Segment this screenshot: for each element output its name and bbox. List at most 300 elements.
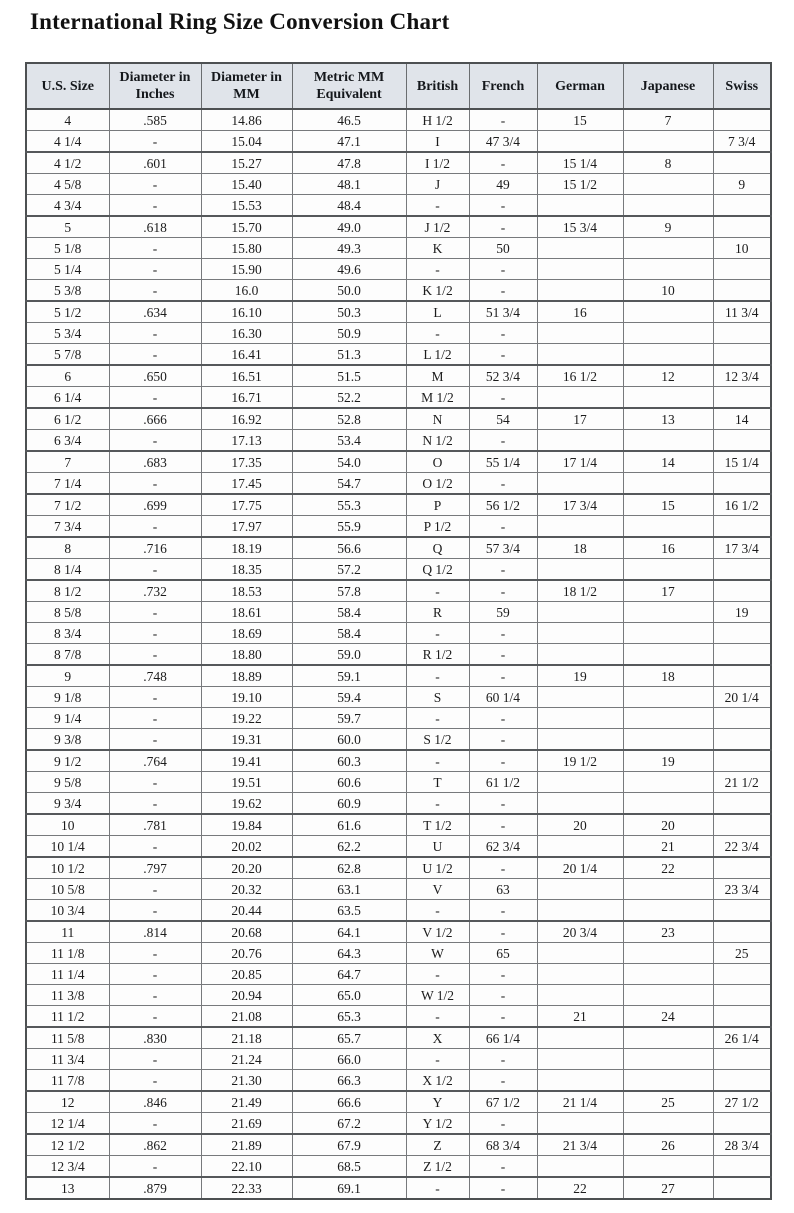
cell-diameter-mm: 17.35 [201,451,292,473]
cell-french: 65 [469,943,537,964]
column-header-french: French [469,63,537,109]
cell-diameter-mm: 17.45 [201,473,292,495]
cell-metric-mm: 61.6 [292,814,406,836]
cell-diameter-inches: - [109,1049,201,1070]
cell-metric-mm: 49.0 [292,216,406,238]
table-row [26,644,771,666]
cell-us-size: 6 1/2 [26,408,109,430]
cell-diameter-inches: .764 [109,750,201,772]
table-row [26,1049,771,1070]
cell-metric-mm: 64.7 [292,964,406,985]
cell-diameter-inches: - [109,473,201,495]
cell-japanese [623,1049,713,1070]
cell-japanese: 18 [623,665,713,687]
cell-diameter-inches: .846 [109,1091,201,1113]
cell-metric-mm: 58.4 [292,602,406,623]
cell-british: P [406,494,469,516]
cell-british: Q [406,537,469,559]
cell-french: - [469,708,537,729]
cell-diameter-inches: - [109,387,201,409]
cell-us-size: 5 3/8 [26,280,109,302]
cell-swiss [713,708,771,729]
cell-us-size: 8 1/2 [26,580,109,602]
cell-german: 21 [537,1006,623,1028]
table-row [26,1070,771,1092]
cell-diameter-inches: .634 [109,301,201,323]
column-header-japanese: Japanese [623,63,713,109]
cell-metric-mm: 47.1 [292,131,406,153]
cell-diameter-mm: 21.49 [201,1091,292,1113]
cell-japanese [623,772,713,793]
cell-us-size: 9 3/8 [26,729,109,751]
cell-british: - [406,259,469,280]
cell-french: - [469,623,537,644]
cell-swiss: 28 3/4 [713,1134,771,1156]
cell-metric-mm: 48.1 [292,174,406,195]
cell-swiss [713,857,771,879]
cell-japanese [623,964,713,985]
cell-british: Y 1/2 [406,1113,469,1135]
cell-japanese [623,623,713,644]
cell-diameter-inches: - [109,516,201,538]
table-row [26,109,771,131]
cell-british: - [406,623,469,644]
cell-us-size: 8 3/4 [26,623,109,644]
table-row [26,921,771,943]
cell-metric-mm: 51.5 [292,365,406,387]
cell-diameter-inches: - [109,1006,201,1028]
cell-diameter-inches: - [109,900,201,922]
cell-japanese: 17 [623,580,713,602]
cell-german [537,280,623,302]
cell-metric-mm: 59.7 [292,708,406,729]
cell-us-size: 10 5/8 [26,879,109,900]
cell-german: 15 1/4 [537,152,623,174]
cell-metric-mm: 65.7 [292,1027,406,1049]
cell-diameter-mm: 16.30 [201,323,292,344]
cell-us-size: 8 [26,537,109,559]
cell-french: - [469,1177,537,1199]
cell-swiss: 23 3/4 [713,879,771,900]
cell-swiss: 17 3/4 [713,537,771,559]
cell-swiss: 9 [713,174,771,195]
table-row [26,344,771,366]
cell-us-size: 6 1/4 [26,387,109,409]
cell-diameter-inches: .862 [109,1134,201,1156]
cell-diameter-inches: - [109,623,201,644]
cell-metric-mm: 69.1 [292,1177,406,1199]
cell-diameter-inches: .814 [109,921,201,943]
cell-french: 54 [469,408,537,430]
cell-german: 20 1/4 [537,857,623,879]
cell-swiss [713,1049,771,1070]
cell-british: Z 1/2 [406,1156,469,1178]
cell-metric-mm: 47.8 [292,152,406,174]
cell-french: - [469,985,537,1006]
cell-british: N 1/2 [406,430,469,452]
cell-metric-mm: 57.2 [292,559,406,581]
cell-british: H 1/2 [406,109,469,131]
cell-british: S 1/2 [406,729,469,751]
cell-diameter-mm: 16.10 [201,301,292,323]
table-row [26,280,771,302]
cell-diameter-mm: 19.84 [201,814,292,836]
cell-diameter-inches: - [109,430,201,452]
cell-british: N [406,408,469,430]
cell-french: 56 1/2 [469,494,537,516]
table-row [26,195,771,217]
cell-french: - [469,280,537,302]
cell-diameter-inches: - [109,943,201,964]
cell-japanese [623,729,713,751]
cell-french: 55 1/4 [469,451,537,473]
cell-german [537,259,623,280]
cell-swiss [713,323,771,344]
table-body [26,109,771,1199]
cell-german: 20 [537,814,623,836]
cell-swiss [713,516,771,538]
cell-swiss [713,216,771,238]
cell-swiss: 27 1/2 [713,1091,771,1113]
cell-british: - [406,1177,469,1199]
cell-swiss [713,152,771,174]
cell-metric-mm: 63.5 [292,900,406,922]
cell-german: 16 1/2 [537,365,623,387]
table-row [26,131,771,153]
cell-swiss: 7 3/4 [713,131,771,153]
table-row [26,665,771,687]
page-title: International Ring Size Conversion Chart [30,9,450,34]
cell-us-size: 13 [26,1177,109,1199]
cell-metric-mm: 55.3 [292,494,406,516]
cell-metric-mm: 65.3 [292,1006,406,1028]
cell-british: Q 1/2 [406,559,469,581]
cell-diameter-mm: 18.89 [201,665,292,687]
cell-diameter-inches: - [109,195,201,217]
cell-us-size: 11 1/8 [26,943,109,964]
cell-us-size: 11 [26,921,109,943]
cell-japanese: 12 [623,365,713,387]
cell-japanese: 14 [623,451,713,473]
cell-us-size: 4 5/8 [26,174,109,195]
cell-us-size: 5 3/4 [26,323,109,344]
cell-metric-mm: 49.3 [292,238,406,259]
cell-swiss: 19 [713,602,771,623]
cell-japanese [623,516,713,538]
cell-british: M [406,365,469,387]
cell-diameter-inches: - [109,836,201,858]
cell-japanese: 23 [623,921,713,943]
cell-metric-mm: 59.1 [292,665,406,687]
table-row [26,1091,771,1113]
cell-diameter-mm: 20.32 [201,879,292,900]
table-row [26,1134,771,1156]
cell-french: - [469,729,537,751]
cell-diameter-mm: 15.04 [201,131,292,153]
cell-british: W [406,943,469,964]
cell-metric-mm: 60.6 [292,772,406,793]
cell-british: Z [406,1134,469,1156]
cell-german: 17 1/4 [537,451,623,473]
cell-metric-mm: 60.3 [292,750,406,772]
cell-diameter-mm: 22.10 [201,1156,292,1178]
cell-german [537,323,623,344]
cell-diameter-mm: 17.97 [201,516,292,538]
table-row [26,387,771,409]
cell-us-size: 4 1/4 [26,131,109,153]
cell-german [537,1113,623,1135]
cell-swiss [713,259,771,280]
cell-french: 49 [469,174,537,195]
cell-german [537,729,623,751]
cell-british: L 1/2 [406,344,469,366]
cell-german [537,708,623,729]
cell-us-size: 10 [26,814,109,836]
cell-diameter-inches: .716 [109,537,201,559]
cell-german: 16 [537,301,623,323]
cell-diameter-mm: 21.24 [201,1049,292,1070]
table-row [26,451,771,473]
cell-us-size: 7 1/2 [26,494,109,516]
cell-french: - [469,580,537,602]
cell-diameter-mm: 19.31 [201,729,292,751]
cell-us-size: 4 [26,109,109,131]
cell-us-size: 10 3/4 [26,900,109,922]
cell-diameter-inches: - [109,1070,201,1092]
cell-japanese: 10 [623,280,713,302]
cell-swiss [713,430,771,452]
table-row [26,1006,771,1028]
cell-french: - [469,644,537,666]
cell-metric-mm: 66.6 [292,1091,406,1113]
cell-diameter-mm: 20.68 [201,921,292,943]
cell-diameter-inches: .797 [109,857,201,879]
cell-diameter-mm: 16.51 [201,365,292,387]
cell-french: 61 1/2 [469,772,537,793]
cell-french: - [469,793,537,815]
cell-french: - [469,259,537,280]
cell-german [537,836,623,858]
cell-diameter-mm: 20.02 [201,836,292,858]
cell-us-size: 5 1/4 [26,259,109,280]
table-row [26,729,771,751]
cell-british: - [406,665,469,687]
table-row [26,537,771,559]
column-header-diameter-inches: Diameter in Inches [109,63,201,109]
cell-japanese [623,195,713,217]
cell-japanese [623,793,713,815]
cell-metric-mm: 64.3 [292,943,406,964]
cell-metric-mm: 57.8 [292,580,406,602]
cell-diameter-mm: 21.69 [201,1113,292,1135]
cell-japanese [623,687,713,708]
table-row [26,857,771,879]
cell-japanese: 20 [623,814,713,836]
cell-german [537,131,623,153]
cell-diameter-inches: .618 [109,216,201,238]
cell-us-size: 9 1/2 [26,750,109,772]
table-row [26,408,771,430]
cell-metric-mm: 50.9 [292,323,406,344]
header-row [26,63,771,109]
column-header-british: British [406,63,469,109]
cell-metric-mm: 56.6 [292,537,406,559]
cell-diameter-inches: - [109,985,201,1006]
cell-us-size: 9 3/4 [26,793,109,815]
cell-diameter-mm: 18.80 [201,644,292,666]
cell-swiss [713,344,771,366]
cell-japanese [623,131,713,153]
cell-us-size: 8 5/8 [26,602,109,623]
cell-japanese [623,985,713,1006]
cell-diameter-mm: 16.41 [201,344,292,366]
cell-diameter-inches: .683 [109,451,201,473]
cell-british: S [406,687,469,708]
table-row [26,793,771,815]
cell-british: I 1/2 [406,152,469,174]
cell-japanese: 19 [623,750,713,772]
cell-swiss: 12 3/4 [713,365,771,387]
cell-japanese [623,259,713,280]
cell-japanese [623,1113,713,1135]
cell-german: 15 1/2 [537,174,623,195]
cell-metric-mm: 50.0 [292,280,406,302]
cell-diameter-inches: .601 [109,152,201,174]
cell-us-size: 11 3/8 [26,985,109,1006]
cell-us-size: 10 1/4 [26,836,109,858]
cell-japanese: 22 [623,857,713,879]
cell-us-size: 11 5/8 [26,1027,109,1049]
cell-us-size: 4 3/4 [26,195,109,217]
cell-british: W 1/2 [406,985,469,1006]
cell-us-size: 9 5/8 [26,772,109,793]
cell-diameter-inches: - [109,280,201,302]
table-row [26,174,771,195]
cell-us-size: 12 1/2 [26,1134,109,1156]
column-header-swiss: Swiss [713,63,771,109]
cell-german [537,430,623,452]
cell-french: - [469,1113,537,1135]
cell-swiss: 14 [713,408,771,430]
cell-us-size: 12 1/4 [26,1113,109,1135]
cell-french: - [469,1006,537,1028]
cell-japanese [623,900,713,922]
table-row [26,814,771,836]
cell-metric-mm: 67.9 [292,1134,406,1156]
cell-metric-mm: 62.2 [292,836,406,858]
cell-diameter-inches: - [109,1156,201,1178]
cell-us-size: 4 1/2 [26,152,109,174]
cell-french: 68 3/4 [469,1134,537,1156]
cell-diameter-mm: 20.94 [201,985,292,1006]
cell-swiss [713,1006,771,1028]
cell-french: - [469,109,537,131]
cell-german: 19 1/2 [537,750,623,772]
cell-german [537,964,623,985]
cell-swiss [713,985,771,1006]
cell-metric-mm: 63.1 [292,879,406,900]
cell-diameter-inches: .781 [109,814,201,836]
cell-swiss: 25 [713,943,771,964]
cell-swiss [713,814,771,836]
cell-german [537,879,623,900]
table-row [26,602,771,623]
cell-japanese: 13 [623,408,713,430]
cell-us-size: 11 1/4 [26,964,109,985]
cell-french: - [469,152,537,174]
cell-swiss [713,109,771,131]
cell-french: 60 1/4 [469,687,537,708]
cell-us-size: 12 [26,1091,109,1113]
table-row [26,301,771,323]
cell-german [537,772,623,793]
cell-german [537,1156,623,1178]
cell-metric-mm: 65.0 [292,985,406,1006]
cell-british: T 1/2 [406,814,469,836]
table-row [26,687,771,708]
ring-size-conversion-table [25,62,772,1200]
cell-japanese [623,238,713,259]
column-header-metric-mm: Metric MM Equivalent [292,63,406,109]
cell-british: J 1/2 [406,216,469,238]
cell-diameter-inches: - [109,1113,201,1135]
cell-us-size: 9 1/4 [26,708,109,729]
cell-british: - [406,1006,469,1028]
cell-british: V [406,879,469,900]
cell-french: - [469,323,537,344]
cell-metric-mm: 50.3 [292,301,406,323]
cell-diameter-inches: - [109,131,201,153]
cell-us-size: 5 1/8 [26,238,109,259]
cell-french: - [469,665,537,687]
cell-japanese [623,344,713,366]
table-row [26,323,771,344]
cell-diameter-inches: - [109,259,201,280]
cell-swiss: 20 1/4 [713,687,771,708]
cell-british: U 1/2 [406,857,469,879]
cell-german [537,1070,623,1092]
cell-diameter-inches: - [109,793,201,815]
cell-japanese: 9 [623,216,713,238]
table-row [26,750,771,772]
cell-diameter-mm: 15.90 [201,259,292,280]
table-row [26,772,771,793]
cell-british: - [406,195,469,217]
cell-french: - [469,900,537,922]
cell-japanese: 24 [623,1006,713,1028]
cell-german [537,473,623,495]
cell-british: Y [406,1091,469,1113]
cell-french: 59 [469,602,537,623]
cell-german [537,1049,623,1070]
cell-diameter-inches: - [109,879,201,900]
cell-german [537,793,623,815]
cell-german: 15 3/4 [537,216,623,238]
cell-us-size: 11 7/8 [26,1070,109,1092]
cell-japanese: 15 [623,494,713,516]
cell-french: - [469,473,537,495]
table-row [26,879,771,900]
table-row [26,516,771,538]
cell-swiss [713,280,771,302]
table-row [26,238,771,259]
cell-japanese [623,430,713,452]
cell-british: - [406,750,469,772]
cell-metric-mm: 49.6 [292,259,406,280]
cell-swiss [713,793,771,815]
cell-french: - [469,216,537,238]
cell-japanese: 16 [623,537,713,559]
